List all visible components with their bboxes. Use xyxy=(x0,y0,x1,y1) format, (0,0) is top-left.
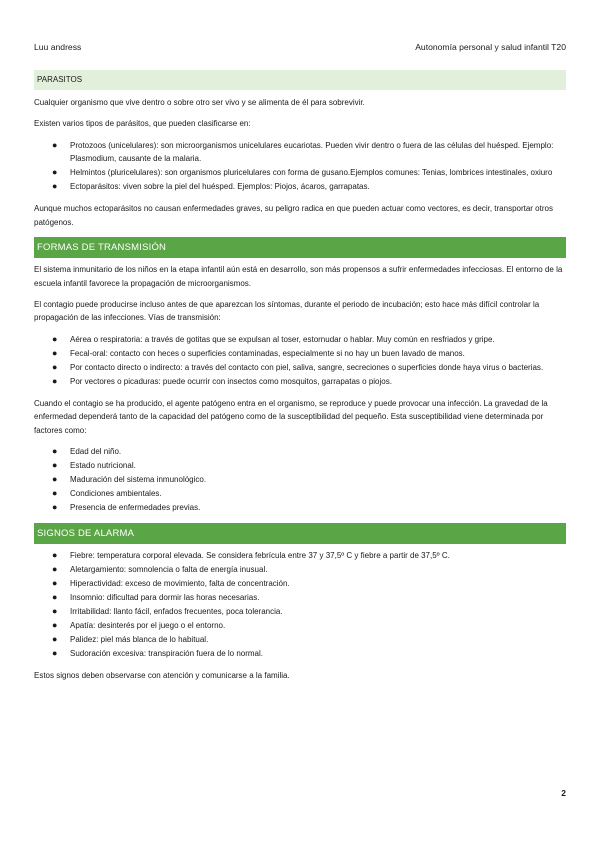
page-number: 2 xyxy=(561,788,566,798)
list-item-text: Fiebre: temperatura corporal elevada. Se considera febrícula entre 37 y 37,5º C y fiebre a partir de 37,5º C. xyxy=(70,551,450,561)
header-author: Luu andress xyxy=(34,42,82,52)
parasitos-note: Aunque muchos ectoparásitos no causan enfermedades graves, su peligro radica en que pueden actuar como vectores, es decir, transportar otros patógenos. xyxy=(34,204,553,227)
list-item-text: Condiciones ambientales. xyxy=(70,488,162,498)
list-item xyxy=(34,139,566,166)
list-item xyxy=(34,633,566,646)
bullet-icon: ● xyxy=(52,347,58,358)
bullet-icon: ● xyxy=(52,550,58,561)
alarma-list xyxy=(34,549,566,660)
alarma-closing: Estos signos deben observarse con atención y comunicarse a la familia. xyxy=(34,671,290,680)
bullet-icon: ● xyxy=(52,501,58,512)
list-item xyxy=(34,487,566,500)
transmision-p3: Cuando el contagio se ha producido, el agente patógeno entra en el organismo, se reproduce y puede provocar una infección. La gravedad de la enfermedad dependerá tanto de la capacidad del patógeno como de la susceptibilidad del pequeño. Esta susceptibilidad viene determinada por factores como: xyxy=(34,399,548,435)
bullet-icon: ● xyxy=(52,446,58,457)
section-heading-transmision: FORMAS DE TRANSMISIÓN xyxy=(34,237,566,258)
bullet-icon: ● xyxy=(52,564,58,575)
list-item xyxy=(34,361,566,374)
list-item-text: Edad del niño. xyxy=(70,447,122,457)
list-item xyxy=(34,619,566,632)
bullet-icon: ● xyxy=(52,361,58,372)
bullet-icon: ● xyxy=(52,474,58,485)
list-item-text: Por vectores o picaduras: puede ocurrir con insectos como mosquitos, garrapatas o piojos. xyxy=(70,376,392,386)
list-item xyxy=(34,180,566,193)
section-heading-alarma: SIGNOS DE ALARMA xyxy=(34,523,566,544)
list-item-text: Aletargamiento: somnolencia o falta de energía inusual. xyxy=(70,565,268,575)
list-item xyxy=(34,347,566,360)
list-item xyxy=(34,333,566,346)
bullet-icon: ● xyxy=(52,139,58,150)
list-item-text: Estado nutricional. xyxy=(70,461,136,471)
factores-list xyxy=(34,445,566,514)
list-item-text: Helmintos (pluricelulares): son organismos pluricelulares con forma de gusano.Ejemplos comunes: Tenias, lombrices intestinales, oxiuro xyxy=(70,168,553,178)
bullet-icon: ● xyxy=(52,619,58,630)
header-title: Autonomía personal y salud infantil T20 xyxy=(415,42,566,52)
list-item xyxy=(34,605,566,618)
list-item xyxy=(34,166,566,179)
list-item-text: Protozoos (unicelulares): son microorganismos unicelulares eucariotas. Pueden vivir dentro o fuera de las células del huésped. Ejemplo: Plasmodium, causante de la malaria. xyxy=(70,140,554,164)
bullet-icon: ● xyxy=(52,647,58,658)
list-item xyxy=(34,375,566,388)
vias-list xyxy=(34,333,566,388)
list-item xyxy=(34,591,566,604)
list-item xyxy=(34,445,566,458)
bullet-icon: ● xyxy=(52,167,58,178)
list-item-text: Irritabilidad: llanto fácil, enfados frecuentes, poca tolerancia. xyxy=(70,606,283,616)
transmision-p2: El contagio puede producirse incluso antes de que aparezcan los síntomas, durante el periodo de incubación; esto hace más difícil controlar la propagación de las infecciones. Vías de transmisión: xyxy=(34,300,540,323)
list-item-text: Ectoparásitos: viven sobre la piel del huésped. Ejemplos: Piojos, ácaros, garrapatas. xyxy=(70,182,370,192)
list-item-text: Sudoración excesiva: transpiración fuera de lo normal. xyxy=(70,648,263,658)
list-item-text: Palidez: piel más blanca de lo habitual. xyxy=(70,634,209,644)
list-item xyxy=(34,459,566,472)
list-item-text: Presencia de enfermedades previas. xyxy=(70,502,201,512)
bullet-icon: ● xyxy=(52,375,58,386)
parasitos-intro: Cualquier organismo que vive dentro o sobre otro ser vivo y se alimenta de él para sobrevivir. xyxy=(34,98,365,107)
list-item-text: Maduración del sistema inmunológico. xyxy=(70,475,207,485)
bullet-icon: ● xyxy=(52,605,58,616)
list-item xyxy=(34,473,566,486)
section-heading-parasitos: PARASITOS xyxy=(34,70,566,90)
bullet-icon: ● xyxy=(52,578,58,589)
bullet-icon: ● xyxy=(52,633,58,644)
bullet-icon: ● xyxy=(52,591,58,602)
parasitos-types-intro: Existen varios tipos de parásitos, que pueden clasificarse en: xyxy=(34,119,251,129)
page-content xyxy=(34,70,566,690)
list-item xyxy=(34,647,566,660)
bullet-icon: ● xyxy=(52,487,58,498)
parasitos-list xyxy=(34,139,566,194)
list-item-text: Por contacto directo o indirecto: a través del contacto con piel, saliva, sangre, secreciones o superficies donde haya virus o bacterias. xyxy=(70,362,544,372)
list-item xyxy=(34,549,566,562)
list-item-text: Fecal-oral: contacto con heces o superficies contaminadas, especialmente si no hay un buen lavado de manos. xyxy=(70,348,465,358)
list-item-text: Insomnio: dificultad para dormir las horas necesarias. xyxy=(70,592,260,602)
bullet-icon: ● xyxy=(52,333,58,344)
list-item-text: Apatía: desinterés por el juego o el entorno. xyxy=(70,620,226,630)
bullet-icon: ● xyxy=(52,181,58,192)
list-item-text: Aérea o respiratoria: a través de gotitas que se expulsan al toser, estornudar o hablar. Muy común en resfriados y gripe. xyxy=(70,334,495,344)
list-item xyxy=(34,501,566,514)
list-item-text: Hiperactividad: exceso de movimiento, falta de concentración. xyxy=(70,579,290,589)
list-item xyxy=(34,563,566,576)
list-item xyxy=(34,577,566,590)
bullet-icon: ● xyxy=(52,460,58,471)
transmision-p1: El sistema inmunitario de los niños en la etapa infantil aún está en desarrollo, son más propensos a sufrir enfermedades infecciosas. El entorno de la escuela infantil favorece la propagación de microorganismos. xyxy=(34,265,563,288)
